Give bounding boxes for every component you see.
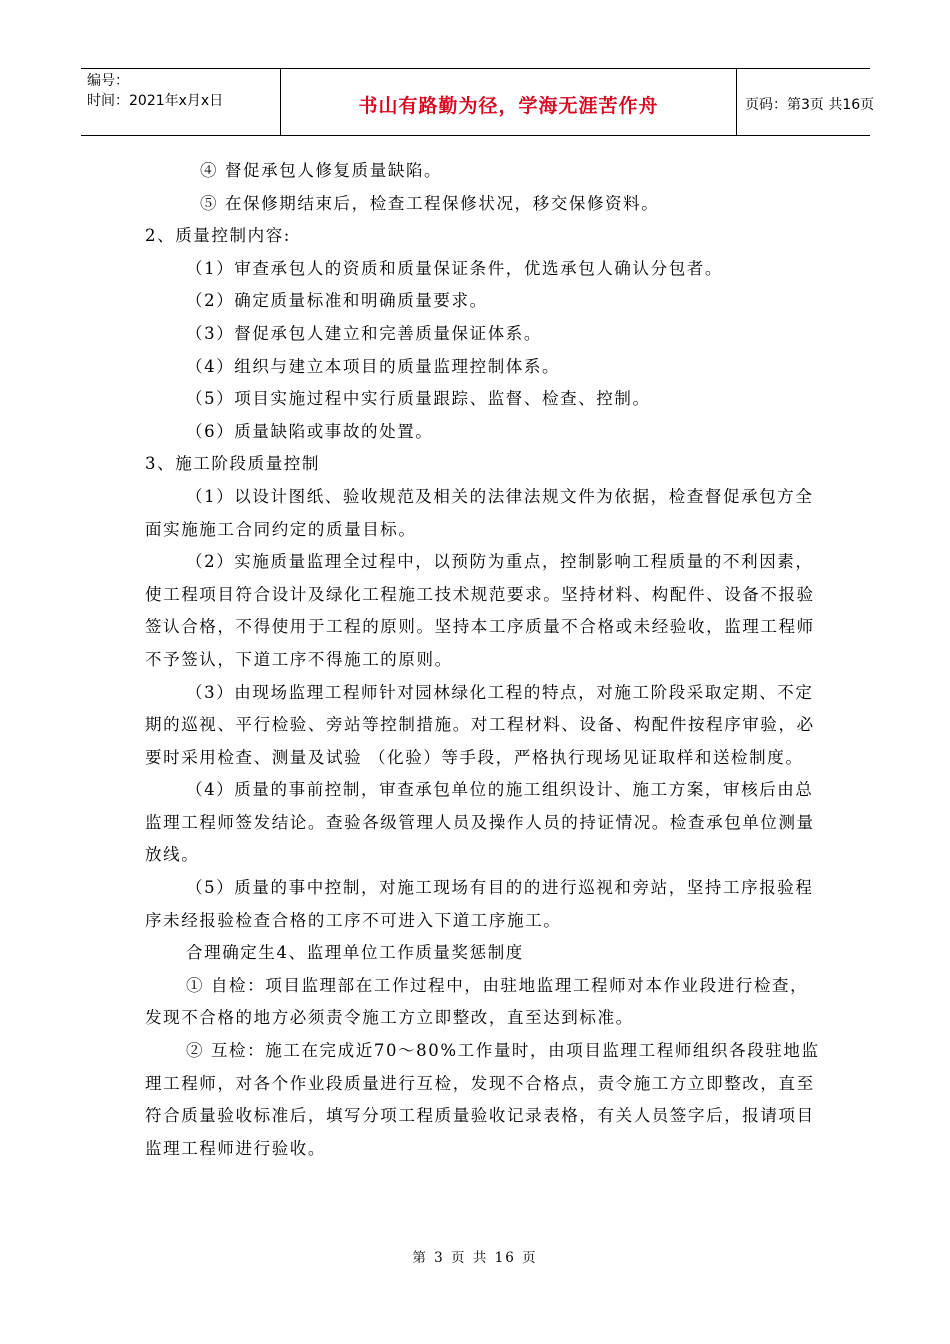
body-paragraph: 合理确定生4、监理单位工作质量奖惩制度 xyxy=(186,943,524,963)
body-paragraph: 2、质量控制内容: xyxy=(145,226,291,246)
body-paragraph: ⑤ 在保修期结束后，检查工程保修状况，移交保修资料。 xyxy=(200,193,660,213)
body-paragraph: （1）以设计图纸、验收规范及相关的法律法规文件为依据，检查督促承包方全面实施施工合同约定的质量目标。 xyxy=(145,486,814,539)
body-paragraph: （5）项目实施过程中实行质量跟踪、监督、检查、控制。 xyxy=(186,389,651,409)
body-paragraph: （2）实施质量监理全过程中，以预防为重点，控制影响工程质量的不利因素，使工程项目符合设计及绿化工程施工技术规范要求。坚持材料、构配件、设备不报验签认合格，不得使用于工程的原则。坚持本工序质量不合格或未经验收，监理工程师不予签认，下道工序不得施工的原则。 xyxy=(145,552,815,669)
document-date-label: 时间：2021年x月x日 xyxy=(87,93,224,109)
body-paragraph: （5）质量的事中控制，对施工现场有目的的进行巡视和旁站，坚持工序报验程序未经报验检查合格的工序不可进入下道工序施工。 xyxy=(145,878,814,930)
body-paragraph: （6）质量缺陷或事故的处置。 xyxy=(186,421,434,441)
body-paragraph: 3、施工阶段质量控制 xyxy=(145,454,320,474)
document-body xyxy=(145,155,825,1165)
header-motto: 书山有路勤为径，学海无涯苦作舟 xyxy=(358,95,659,117)
page-footer: 第 3 页 共 16 页 xyxy=(412,1250,538,1266)
body-paragraph: （1）审查承包人的资质和质量保证条件，优选承包人确认分包者。 xyxy=(186,258,723,278)
header-motto-cell xyxy=(281,69,737,135)
page-header xyxy=(81,68,875,136)
body-paragraph: ① 自检：项目监理部在工作过程中，由驻地监理工程师对本作业段进行检查，发现不合格的地方必须责令施工方立即整改，直至达到标准。 xyxy=(145,975,809,1028)
body-paragraph: ② 互检：施工在完成近70～80%工作量时，由项目监理工程师组织各段驻地监理工程师，对各个作业段质量进行互检，发现不合格点，责令施工方立即整改，直至符合质量验收标准后，填写分项工程质量验收记录表格，有关人员签字后，报请项目监理工程师进行验收。 xyxy=(145,1041,820,1158)
header-page-cell xyxy=(737,69,875,135)
header-page-info: 页码：第3页 共16页 xyxy=(745,97,875,113)
document-number-label: 编号： xyxy=(87,73,129,89)
body-paragraph: ④ 督促承包人修复质量缺陷。 xyxy=(200,161,443,180)
body-paragraph: （4）质量的事前控制，审查承包单位的施工组织设计、施工方案，审核后由总监理工程师签发结论。查验各级管理人员及操作人员的持证情况。检查承包单位测量放线。 xyxy=(145,780,815,865)
body-paragraph: （4）组织与建立本项目的质量监理控制体系。 xyxy=(186,356,561,376)
header-meta-cell xyxy=(81,69,281,135)
body-paragraph: （2）确定质量标准和明确质量要求。 xyxy=(186,291,488,311)
body-paragraph: （3）督促承包人建立和完善质量保证体系。 xyxy=(186,323,542,343)
body-paragraph: （3）由现场监理工程师针对园林绿化工程的特点，对施工阶段采取定期、不定期的巡视、平行检验、旁站等控制措施。对工程材料、设备、构配件按程序审验，必要时采用检查、测量及试验 （化验）等手段，严格执行现场见证取样和送检制度。 xyxy=(145,682,815,767)
